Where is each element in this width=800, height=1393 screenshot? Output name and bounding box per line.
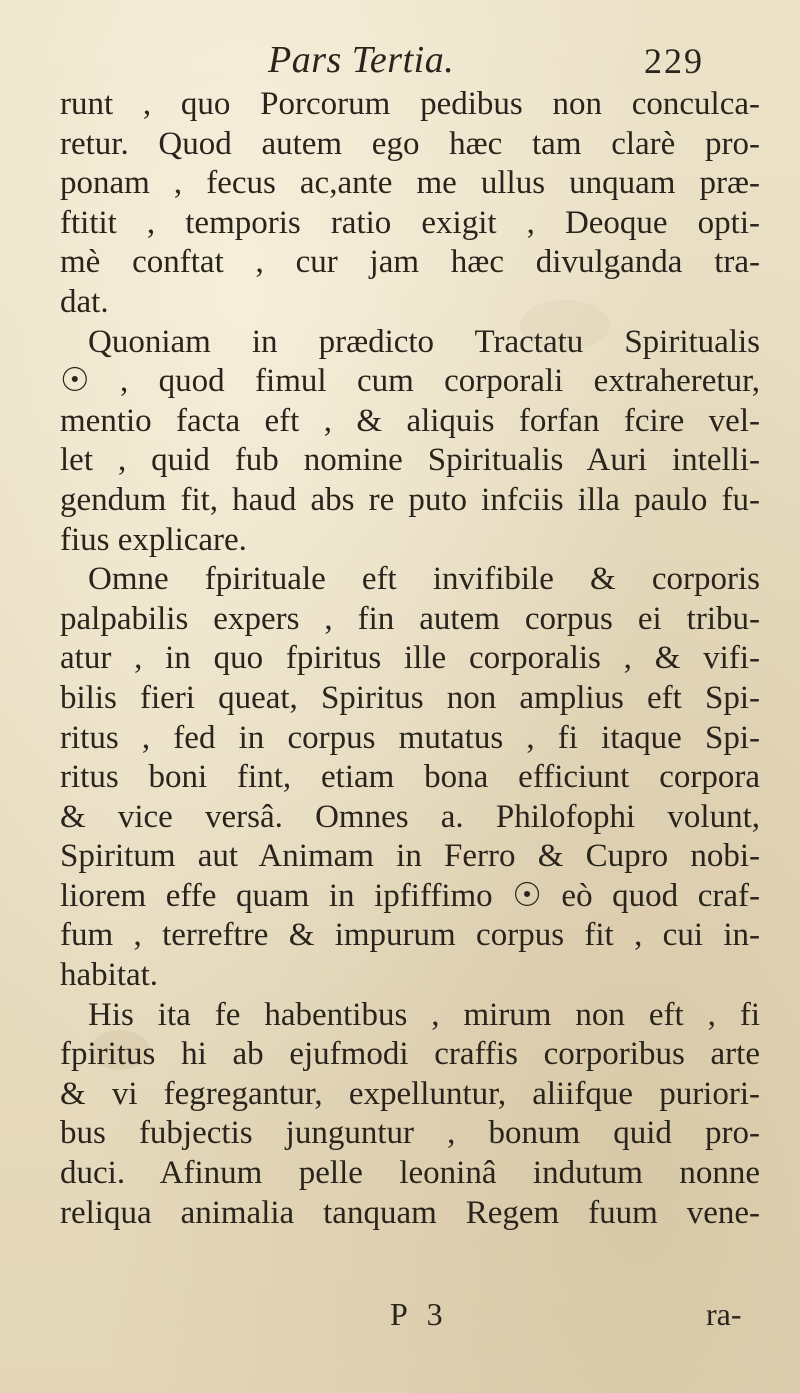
text-line: dat. (60, 283, 109, 320)
text-line: duci. Afinum pelle leoninâ indutum nonne (60, 1155, 760, 1192)
page-number: 229 (644, 41, 704, 81)
text-line: retur. Quod autem ego hæc tam clarè pro- (60, 125, 760, 162)
text-line: mè conftat , cur jam hæc divulganda tra- (60, 244, 760, 281)
text-line: liorem effe quam in ipfiffimo ☉ eò quod craf- (60, 877, 760, 914)
catchword: ra- (706, 1296, 742, 1332)
text-line: atur , in quo fpiritus ille corporalis , & vifi- (60, 640, 760, 677)
running-head (0, 38, 800, 88)
text-line: Quoniam in prædicto Tractatu Spiritualis (88, 323, 760, 360)
text-line: & vice versâ. Omnes a. Philofophi volunt, (60, 798, 760, 835)
footer (0, 1296, 800, 1336)
text-line: fius explicare. (60, 521, 247, 558)
text-line: reliqua animalia tanquam Regem fuum vene- (60, 1194, 760, 1231)
text-line: bilis fieri queat, Spiritus non amplius eft Spi- (60, 679, 760, 716)
text-line: & vi fegregantur, expelluntur, aliifque puriori- (60, 1075, 760, 1112)
text-line: Spiritum aut Animam in Ferro & Cupro nobi- (60, 838, 760, 875)
text-line: His ita fe habentibus , mirum non eft , fi (88, 996, 760, 1033)
body-text (60, 85, 760, 1233)
text-line: ritus , fed in corpus mutatus , fi itaque Spi- (60, 719, 760, 756)
text-line: ritus boni fint, etiam bona efficiunt corpora (60, 759, 760, 796)
text-line: mentio facta eft , & aliquis forfan fcire vel- (60, 402, 760, 439)
running-title: Pars Tertia. (268, 39, 455, 81)
text-line: fum , terreftre & impurum corpus fit , cui in- (60, 917, 760, 954)
text-line: fpiritus hi ab ejufmodi craffis corporibus arte (60, 1036, 760, 1073)
text-line: palpabilis expers , fin autem corpus ei tribu- (60, 600, 760, 637)
text-line: ☉ , quod fimul cum corporali extraheretur, (60, 363, 760, 400)
text-line: Omne fpirituale eft invifibile & corporis (88, 561, 760, 598)
text-line: let , quid fub nomine Spiritualis Auri intelli- (60, 442, 760, 479)
text-line: gendum fit, haud abs re puto infciis illa paulo fu- (60, 481, 760, 518)
text-line: bus fubjectis junguntur , bonum quid pro- (60, 1115, 760, 1152)
text-line: runt , quo Porcorum pedibus non conculca- (60, 86, 760, 122)
text-line: habitat. (60, 957, 159, 994)
text-line: ftitit , temporis ratio exigit , Deoque opti- (60, 204, 760, 241)
signature-mark: P 3 (390, 1296, 449, 1332)
text-line: ponam , fecus ac,ante me ullus unquam præ- (60, 165, 760, 202)
